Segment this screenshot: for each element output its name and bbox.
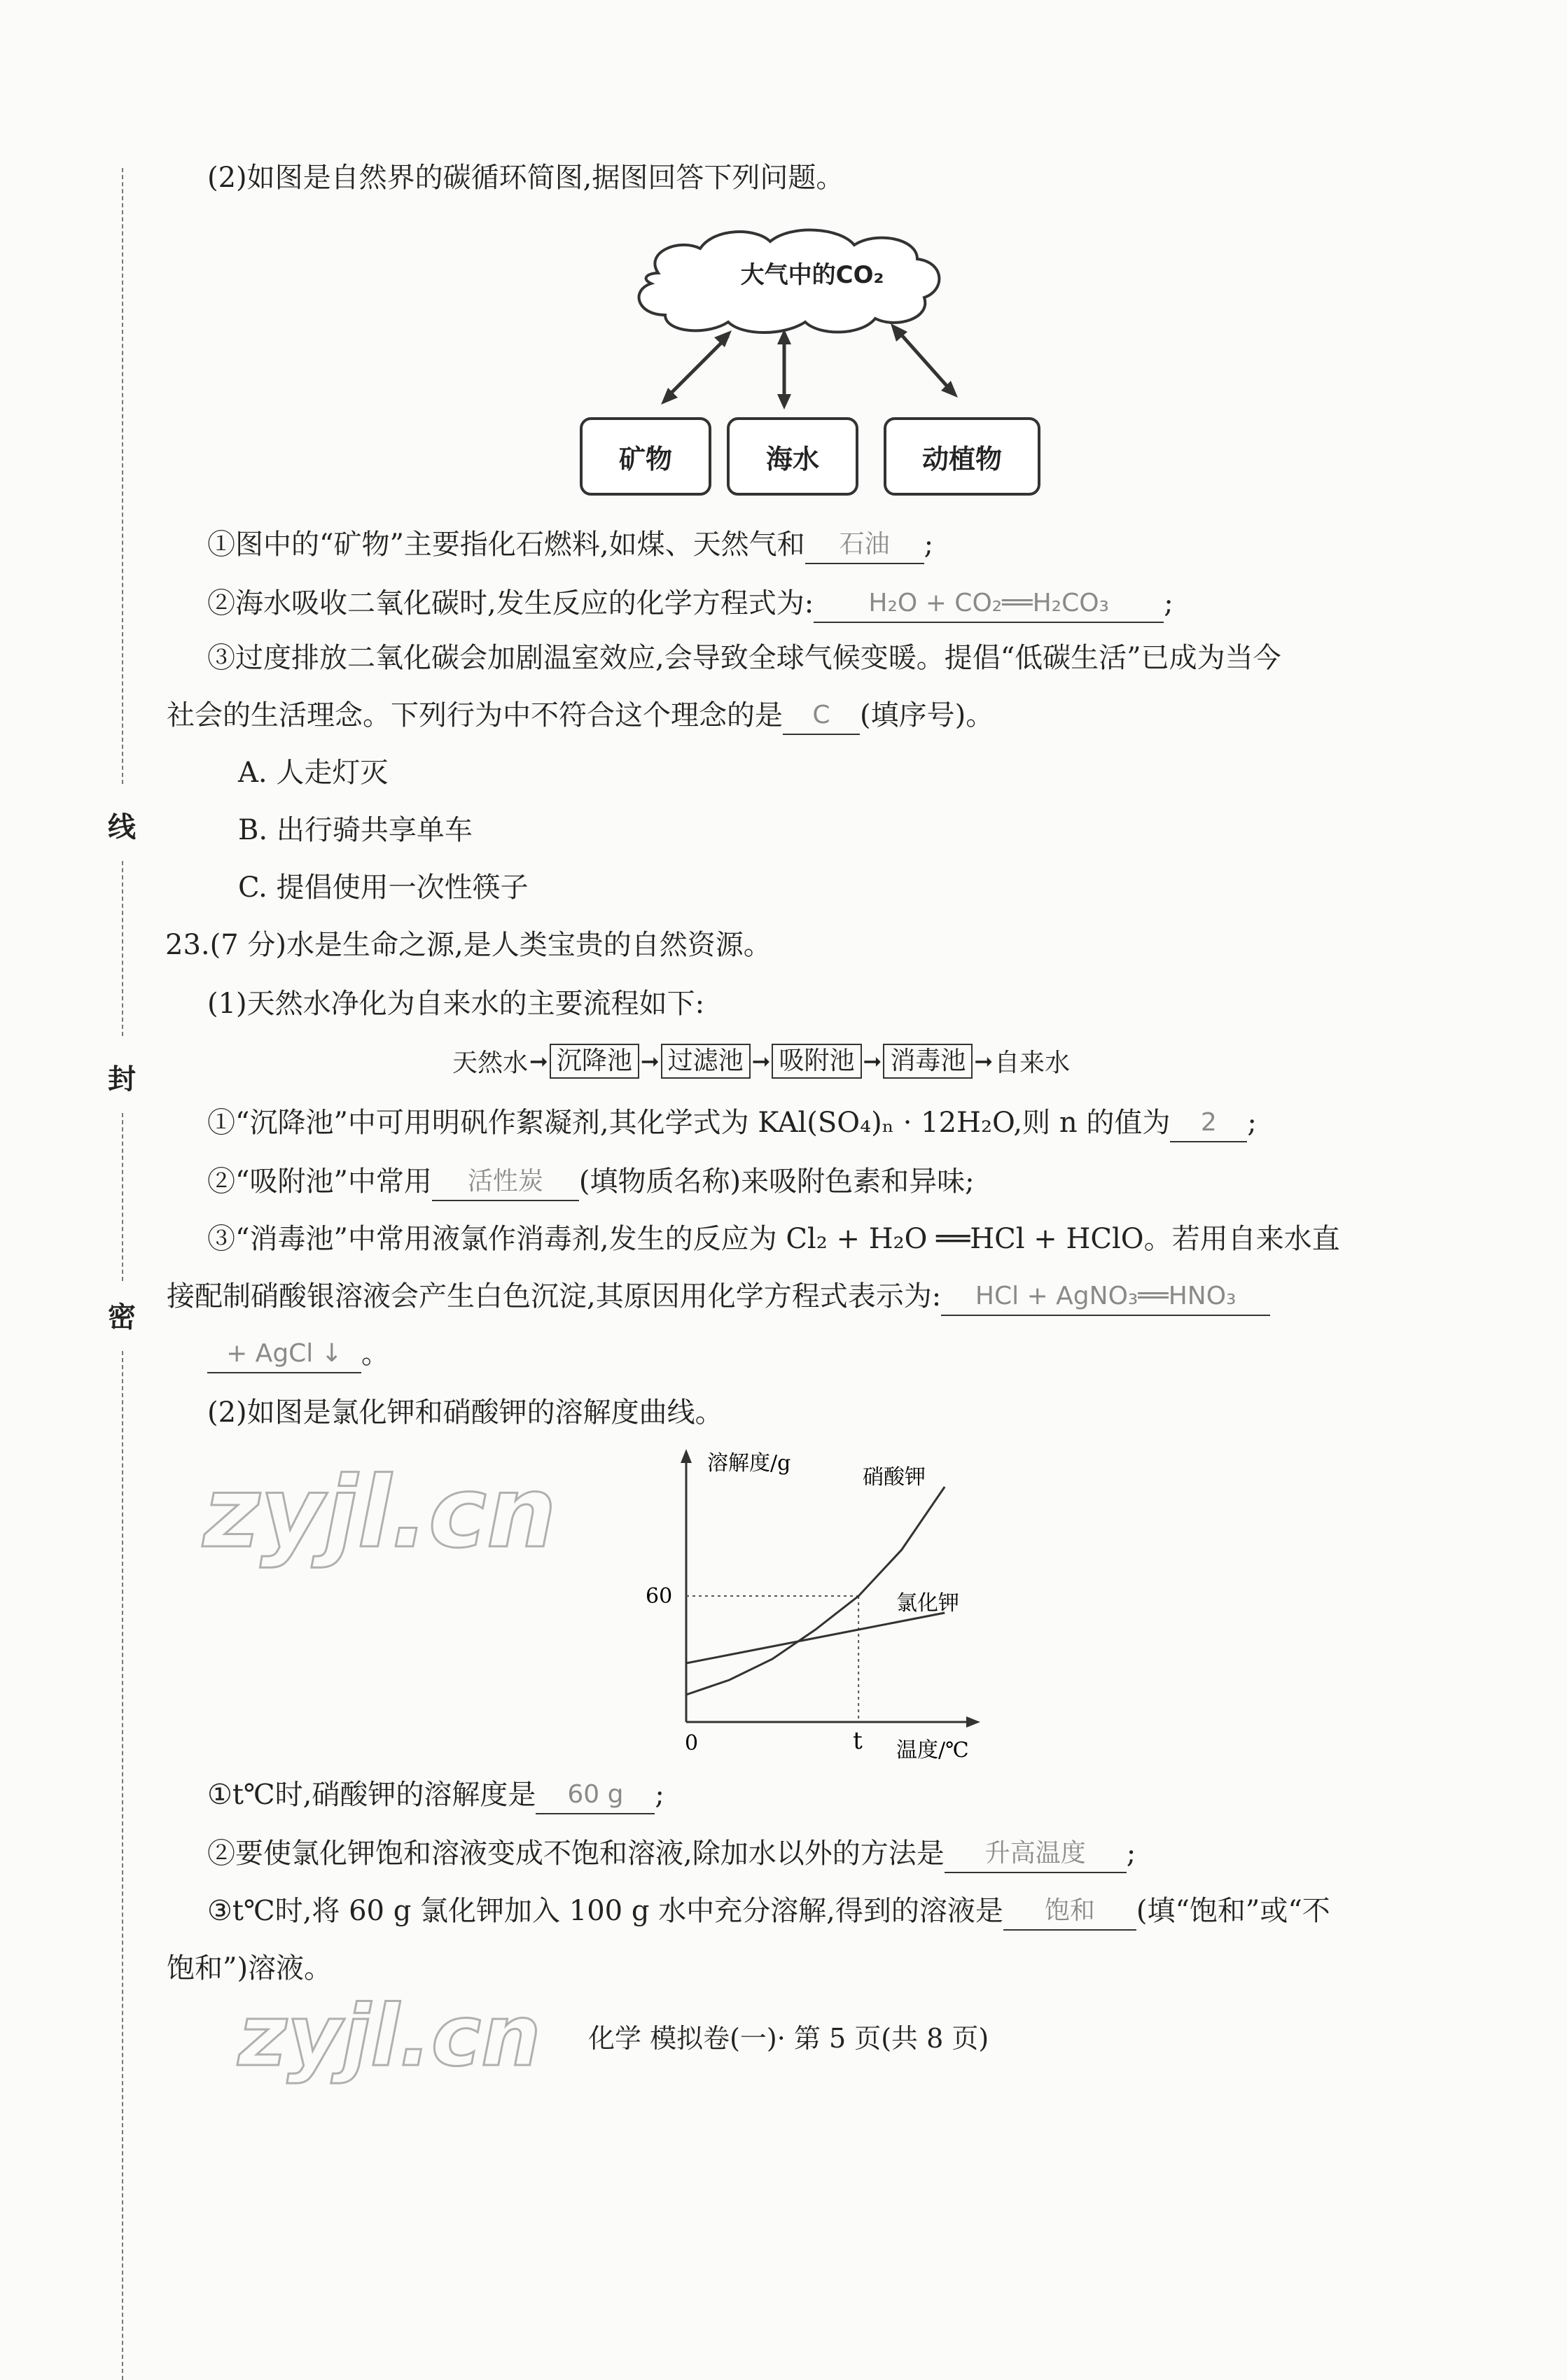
binding-dash-line-top	[122, 168, 123, 784]
option-c: C. 提倡使用一次性筷子	[238, 872, 529, 904]
flow-step-filter: 过滤池	[661, 1044, 751, 1079]
q22-sub2	[207, 584, 1173, 623]
arrow-line-organisms	[896, 329, 952, 392]
q22-sub3-answer: C	[783, 697, 860, 735]
box-minerals: 矿物	[580, 417, 711, 496]
q22-part2-intro: (2)如图是自然界的碳循环简图,据图回答下列问题。	[207, 162, 844, 194]
q23-sub3-text: 接配制硝酸银溶液会产生白色沉淀,其原因用化学方程式表示为:	[167, 1280, 942, 1312]
q22-sub1-text: ①图中的“矿物”主要指化石燃料,如煤、天然气和	[207, 528, 805, 561]
q23-part2-sub3-suffix: (填“饱和”或“不	[1136, 1895, 1330, 1927]
flow-arrow-icon: ➞	[751, 1047, 771, 1074]
option-b: B. 出行骑共享单车	[238, 814, 473, 846]
q23-sub3-line1: ③“消毒池”中常用液氯作消毒剂,发生的反应为 Cl₂ + H₂O ══HCl + HClO。若用自来水直	[207, 1223, 1340, 1255]
binding-dash-line-mid1	[122, 861, 123, 1036]
q23-sub3-answer-a: HCl + AgNO₃══HNO₃	[941, 1278, 1270, 1316]
q23-part2-sub2-suffix: ;	[1126, 1837, 1136, 1870]
q23-sub3-line3	[207, 1334, 389, 1373]
flow-start: 天然水	[452, 1049, 529, 1077]
q23-part2-intro: (2)如图是氯化钾和硝酸钾的溶解度曲线。	[207, 1396, 723, 1429]
q23-sub1-text: ①“沉降池”中可用明矾作絮凝剂,其化学式为 KAl(SO₄)ₙ · 12H₂O,则 n 的值为	[207, 1107, 1171, 1139]
q22-sub1-answer: 石油	[805, 526, 924, 564]
q23-sub1-answer: 2	[1170, 1105, 1247, 1142]
flow-step-disinfection: 消毒池	[883, 1044, 973, 1079]
q23-sub3-line2	[167, 1277, 1270, 1316]
q23-sub2-answer: 活性炭	[432, 1163, 579, 1201]
page-footer: 化学 模拟卷(一)· 第 5 页(共 8 页)	[588, 2023, 989, 2054]
margin-mark-mi: 密	[108, 1301, 136, 1334]
q23-part2-sub1-answer: 60 g	[536, 1777, 655, 1814]
series-label-kno3: 硝酸钾	[863, 1465, 926, 1490]
q23-part2-sub2-answer: 升高温度	[945, 1835, 1127, 1873]
origin-label: 0	[685, 1731, 699, 1756]
series-line-kcl	[686, 1613, 945, 1663]
y-axis-label: 溶解度/g	[707, 1451, 791, 1476]
q22-sub2-answer: H₂O + CO₂══H₂CO₃	[814, 585, 1164, 623]
watermark-bottom: zyjl.cn	[238, 1988, 541, 2085]
q22-sub3-suffix: (填序号)。	[860, 699, 994, 732]
option-a: A. 人走灯灭	[238, 757, 389, 789]
q23-sub1-suffix: ;	[1247, 1107, 1257, 1139]
watermark-top: zyjl.cn	[203, 1456, 557, 1570]
q23-part2-sub2	[207, 1834, 1136, 1873]
q22-sub1	[207, 525, 933, 564]
q23-part2-sub1-text: ①t℃时,硝酸钾的溶解度是	[207, 1779, 536, 1811]
margin-mark-feng: 封	[108, 1063, 136, 1096]
q22-sub3-line1: ③过度排放二氧化碳会加剧温室效应,会导致全球气候变暖。提倡“低碳生活”已成为当今	[207, 642, 1281, 674]
q23-title: 23.(7 分)水是生命之源,是人类宝贵的自然资源。	[165, 929, 772, 961]
box-seawater: 海水	[727, 417, 858, 496]
solubility-chart	[630, 1442, 1008, 1764]
q22-sub2-suffix: ;	[1164, 587, 1173, 620]
y-axis-arrowhead	[681, 1449, 692, 1463]
flow-step-adsorption: 吸附池	[772, 1044, 861, 1079]
q23-sub3-answer-b: + AgCl ↓	[207, 1336, 361, 1373]
q23-sub2	[207, 1162, 975, 1201]
margin-mark-xian: 线	[108, 811, 136, 844]
q23-sub2-suffix: (填物质名称)来吸附色素和异味;	[578, 1166, 975, 1198]
flow-step-settling: 沉降池	[550, 1044, 639, 1079]
q23-part2-sub3-line2: 饱和”)溶液。	[167, 1952, 333, 1984]
q22-sub3-line2	[167, 696, 994, 735]
q23-sub3-suffix: 。	[361, 1338, 389, 1370]
q23-part2-sub3-text: ③t℃时,将 60 g 氯化钾加入 100 g 水中充分溶解,得到的溶液是	[207, 1895, 1003, 1927]
q22-sub3-text: 社会的生活理念。下列行为中不符合这个理念的是	[167, 699, 783, 732]
flow-arrow-icon: ➞	[974, 1047, 994, 1074]
q23-sub1	[207, 1103, 1257, 1142]
flow-end: 自来水	[994, 1049, 1071, 1077]
flow-arrow-icon: ➞	[640, 1047, 660, 1074]
q23-part2-sub1	[207, 1775, 664, 1814]
q23-part2-sub3-answer: 饱和	[1003, 1893, 1136, 1931]
q23-part2-sub3	[207, 1891, 1330, 1931]
series-label-kcl: 氯化钾	[896, 1591, 959, 1616]
q23-sub2-text: ②“吸附池”中常用	[207, 1166, 432, 1198]
q23-part2-sub1-suffix: ;	[655, 1779, 664, 1811]
q23-part1-intro: (1)天然水净化为自来水的主要流程如下:	[207, 988, 705, 1020]
arrowhead-seawater-bottom	[777, 394, 791, 410]
cloud-label: 大气中的CO₂	[740, 261, 884, 289]
purification-flow	[452, 1043, 1070, 1079]
flow-arrow-icon: ➞	[863, 1047, 882, 1074]
flow-arrow-icon: ➞	[529, 1047, 548, 1074]
arrow-line-minerals	[665, 336, 728, 399]
binding-dash-line-mid2	[122, 1113, 123, 1281]
q23-part2-sub2-text: ②要使氯化钾饱和溶液变成不饱和溶液,除加水以外的方法是	[207, 1837, 945, 1870]
q22-sub1-suffix: ;	[924, 528, 934, 561]
solubility-chart-svg	[630, 1442, 1008, 1764]
binding-dash-line-bottom	[122, 1351, 123, 2380]
x-axis-label: 温度/℃	[896, 1738, 969, 1763]
box-plants-animals: 动植物	[884, 417, 1040, 496]
arrowhead-minerals-top	[714, 330, 732, 347]
x-axis-arrowhead	[966, 1716, 980, 1728]
y-tick-label-60: 60	[646, 1584, 673, 1609]
x-tick-label-t: t	[853, 1727, 863, 1755]
q22-sub2-text: ②海水吸收二氧化碳时,发生反应的化学方程式为:	[207, 587, 814, 620]
